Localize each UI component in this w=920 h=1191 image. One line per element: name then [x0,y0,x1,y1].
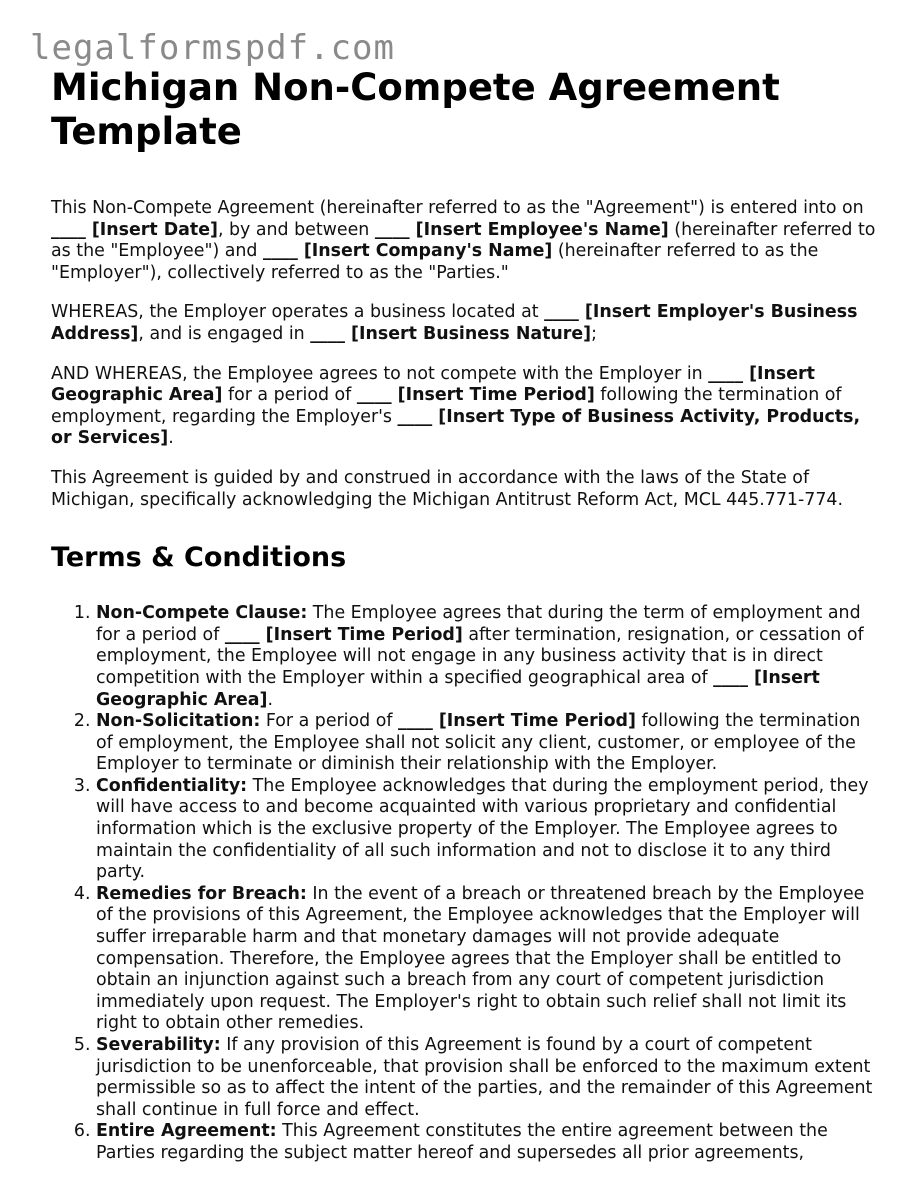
term-non-solicitation: 2. Non-Solicitation: For a period of ____ [Insert Time Period] following the termination of employment, the Employee shall not solicit any client, customer, or employee of the Employer to terminate or diminish their relationship with the Employer. [96,711,879,776]
document-title: Michigan Non-Compete Agreement Template [51,66,780,153]
governing-law-paragraph: This Agreement is guided by and construed in accordance with the laws of the State of Michigan, specifically acknowledging the Michigan Antitrust Reform Act, MCL 445.771-774. [51,467,843,510]
placeholder-employee-name: ____ [Insert Employee's Name] [374,219,669,240]
term-non-compete: 1. Non-Compete Clause: The Employee agrees that during the term of employment and for a period of ____ [Insert Time Period] after termination, resignation, or cessation of employment, the Employee will not engage in any business activity that is in direct competition with the Employer within a specified geographical area of ____ [Insert Geographic Area]. [96,603,879,711]
term-severability: 5. Severability: If any provision of this Agreement is found by a court of competent jurisdiction to be unenforceable, that provision shall be enforced to the maximum extent permissible so as to affect the intent of the parties, and the remainder of this Agreement shall continue in full force and effect. [96,1035,879,1121]
terms-list [51,603,879,1164]
placeholder-company-name: ____ [Insert Company's Name] [263,241,553,262]
term-confidentiality: 3. Confidentiality: The Employee acknowledges that during the employment period, they will have access to and become acquainted with various proprietary and confidential information which is the exclusive property of the Employer. The Employee agrees to maintain the confidentiality of all such information and not to disclose it to any third party. [96,776,879,884]
term-entire-agreement: 6. Entire Agreement: This Agreement constitutes the entire agreement between the Parties regarding the subject matter hereof and supersedes all prior agreements, [96,1121,879,1164]
document-page [51,66,879,1165]
watermark-text: legalformspdf.com [30,28,395,68]
terms-heading: Terms & Conditions [51,542,347,574]
intro-paragraph: This Non-Compete Agreement (hereinafter referred to as the "Agreement") is entered into on ____ [Insert Date], by and between ____ [Insert Employee's Name] (hereinafter referred to as the "Employee") and ____ [Insert Company's Name] (hereinafter referred to as the "Employer"), collectively referred to as the "Parties." [51,198,876,283]
placeholder-business-address: ____ [Insert Employer's Business Address] [51,302,858,344]
placeholder-geographic-area: ____ [Insert Geographic Area] [51,363,815,406]
whereas-paragraph-1: WHEREAS, the Employer operates a business located at ____ [Insert Employer's Business Address], and is engaged in ____ [Insert Business Nature]; [51,302,858,344]
term-remedies-for-breach: 4. Remedies for Breach: In the event of a breach or threatened breach by the Employee of the provisions of this Agreement, the Employee acknowledges that the Employer will suffer irreparable harm and that monetary damages will not provide adequate compensation. Therefore, the Employee agrees that the Employer shall be entitled to obtain an injunction against such a breach from any court of competent jurisdiction immediately upon request. The Employer's right to obtain such relief shall not limit its right to obtain other remedies. [96,884,879,1035]
placeholder-business-activity: ____ [Insert Type of Business Activity, Products, or Services] [51,406,861,449]
placeholder-time-period: ____ [Insert Time Period] [356,385,595,406]
whereas-paragraph-2: AND WHEREAS, the Employee agrees to not compete with the Employer in ____ [Insert Geographic Area] for a period of ____ [Insert Time Period] following the termination of employment, regarding the Employer's ____ [Insert Type of Business Activity, Products, or Services]. [51,363,861,449]
placeholder-date: ____ [Insert Date] [51,219,218,240]
placeholder-business-nature: ____ [Insert Business Nature] [310,323,592,344]
